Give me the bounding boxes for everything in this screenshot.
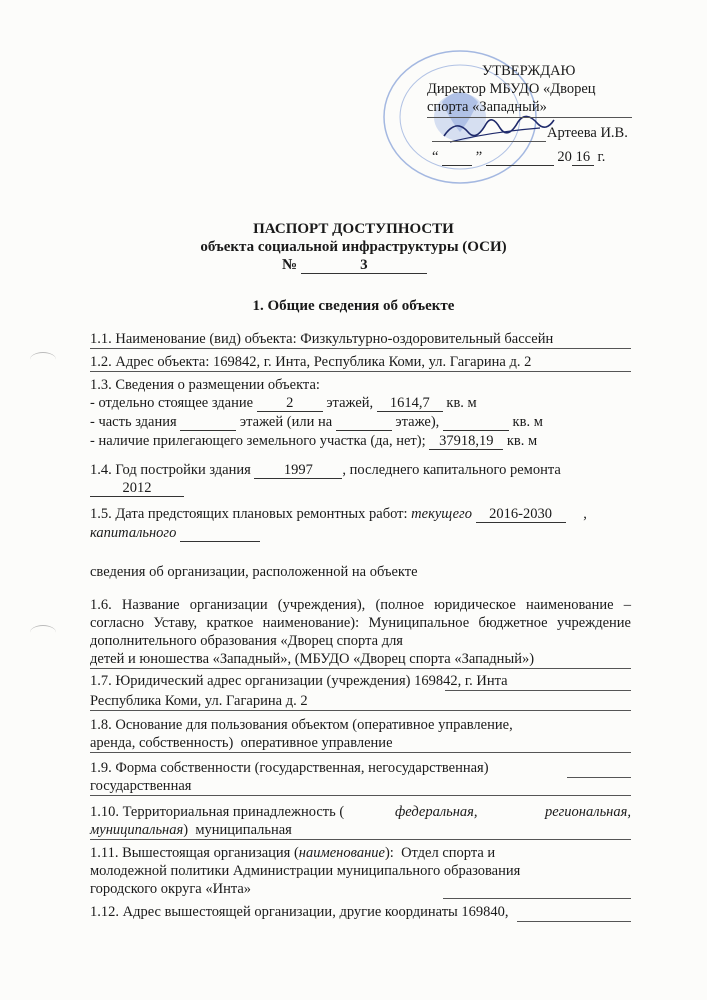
item-1-12-label: 1.12. Адрес вышестоящей организации, другие координаты [90, 904, 458, 920]
item-1-10-row2 [90, 821, 292, 839]
item-1-3-b-unit: кв. м [512, 414, 543, 430]
item-1-1-label: 1.1. Наименование (вид) объекта: [90, 331, 297, 347]
item-1-8-value: оперативное управление [240, 735, 393, 751]
item-1-12-value: 169840, [461, 904, 509, 920]
section-title: 1. Общие сведения об объекте [252, 298, 455, 314]
item-1-3-a-area: 1614,7 [377, 395, 443, 412]
item-1-3-b-floors-blank [180, 414, 236, 431]
item-1-2-label: 1.2. Адрес объекта: [90, 354, 210, 370]
punch-mark-bottom [30, 625, 56, 640]
item-1-8 [90, 716, 631, 752]
item-1-11-value1: Отдел спорта и [401, 845, 496, 861]
item-1-6 [90, 596, 631, 668]
item-1-2-value: 169842, г. Инта, Республика Коми, ул. Гагарина д. 2 [213, 354, 532, 370]
item-1-5-label: 1.5. Дата предстоящих плановых ремонтных работ: [90, 506, 408, 522]
rule-1-9b [90, 795, 631, 796]
item-1-8-last [90, 734, 631, 752]
item-1-11-label: 1.11. Вышестоящая организация ( [90, 845, 299, 861]
item-1-3-a [90, 394, 477, 412]
item-1-10-federal: федеральная, [395, 804, 478, 820]
item-1-7-label: 1.7. Юридический адрес организации (учреждения) [90, 673, 411, 689]
page-subtitle: объекта социальной инфраструктуры (ОСИ) [200, 239, 507, 255]
approval-signer-name: Артеева И.В. [547, 125, 628, 141]
item-1-8-text: 1.8. Основание для пользования объектом (оперативное управление, [90, 717, 513, 733]
rule-1-8 [90, 752, 631, 753]
item-1-10-value: муниципальная [195, 822, 292, 838]
item-1-4-repair-row [90, 479, 184, 497]
item-1-10-row1-right [395, 803, 631, 821]
date-year-prefix: 20 [557, 149, 572, 165]
approval-title: УТВЕРЖДАЮ [482, 63, 576, 79]
date-year-unit: г. [597, 149, 606, 165]
item-1-8-last-label: аренда, собственность) [90, 735, 234, 751]
punch-mark-top [30, 352, 56, 367]
item-1-10-regional: региональная, [544, 804, 631, 820]
item-1-1-value: Физкультурно-оздоровительный бассейн [300, 331, 554, 347]
item-1-9-label: 1.9. Форма собственности (государственная, негосударственная) [90, 760, 489, 776]
rule-1-10 [90, 839, 631, 840]
item-1-3-b [90, 413, 543, 431]
rule-1-9a [567, 777, 631, 778]
rule-1-7b [90, 710, 631, 711]
item-1-5-comma: , [583, 506, 587, 522]
item-1-4-repair: 2012 [90, 480, 184, 497]
item-1-2 [90, 353, 531, 371]
item-1-9 [90, 759, 489, 777]
item-1-3-b-floor-blank [336, 414, 392, 431]
item-1-3-c [90, 432, 537, 450]
item-1-9-value: государственная [90, 778, 192, 794]
date-day-blank [442, 149, 472, 166]
item-1-4-label: 1.4. Год постройки здания [90, 462, 251, 478]
date-year-suffix: 16 [572, 149, 594, 166]
item-1-3-b-mid2: этаже), [395, 414, 440, 430]
item-1-11-value3: городского округа «Инта» [90, 881, 252, 897]
item-1-3-b-area-blank [443, 414, 509, 431]
item-1-7 [90, 672, 508, 690]
item-1-12 [90, 903, 509, 921]
item-1-4-mid: , последнего капитального ремонта [342, 462, 561, 478]
item-1-5-capital-label: капитального [90, 525, 177, 541]
signature-line [432, 141, 546, 142]
item-1-11 [90, 844, 495, 862]
rule-1-2 [90, 371, 631, 372]
item-1-3-c-label: - наличие прилегающего земельного участка (да, нет); [90, 433, 426, 449]
rule-1-11 [443, 898, 631, 899]
item-1-3-a-floors: 2 [257, 395, 323, 412]
item-1-1 [90, 330, 553, 348]
item-1-7-value2: Республика Коми, ул. Гагарина д. 2 [90, 693, 308, 709]
item-1-3-a-area-unit: кв. м [446, 395, 477, 411]
item-1-11-close: ): [384, 845, 394, 861]
rule-1-7a [445, 690, 631, 691]
rule-1-6 [90, 668, 631, 669]
number-label: № [282, 257, 298, 273]
item-1-3-a-floors-unit: этажей, [326, 395, 374, 411]
rule-1-1 [90, 348, 631, 349]
item-1-3-b-mid: этажей (или на [239, 414, 333, 430]
item-1-7-value1: 169842, г. Инта [414, 673, 508, 689]
approval-line1: Директор МБУДО «Дворец [427, 81, 596, 97]
item-1-3-a-label: - отдельно стоящее здание [90, 395, 254, 411]
item-1-4 [90, 461, 561, 479]
item-1-3-b-label: - часть здания [90, 414, 177, 430]
item-1-3-c-unit: кв. м [506, 433, 538, 449]
rule-1-12 [517, 921, 631, 922]
approval-line2-rule [427, 117, 632, 118]
item-1-10-close: ) [183, 822, 189, 838]
item-1-10-municipal: муниципальная [90, 822, 184, 838]
item-1-3-c-value: 37918,19 [429, 433, 503, 450]
item-1-11-value2: молодежной политики Администрации муниципального образования [90, 863, 521, 879]
item-1-3-label: 1.3. Сведения о размещении объекта: [90, 377, 320, 393]
item-1-4-built: 1997 [254, 462, 342, 479]
passport-number: 3 [301, 257, 427, 274]
page-title: ПАСПОРТ ДОСТУПНОСТИ [253, 221, 454, 237]
item-1-5-current-label: текущего [411, 506, 472, 522]
item-1-5 [90, 505, 587, 523]
date-quote-close: ” [475, 149, 483, 165]
item-1-5-capital-blank [180, 525, 260, 542]
date-quote-open: “ [432, 149, 439, 165]
item-1-5-current-value: 2016-2030 [476, 506, 566, 523]
org-heading: сведения об организации, расположенной на объекте [90, 564, 418, 580]
approval-line2: спорта «Западный» [427, 99, 547, 115]
item-1-6-text: 1.6. Название организации (учреждения), (полное юридическое наименование – согласно Уставу, краткое наименование): Муниципальное бюджетное учреждение дополнительного образования «Дворец спорта для [90, 597, 631, 649]
item-1-5-capital-row [90, 524, 260, 542]
item-1-10-label: 1.10. Территориальная принадлежность ( [90, 804, 345, 820]
item-1-6-last: детей и юношества «Западный», (МБУДО «Дворец спорта «Западный») [90, 651, 535, 667]
date-month-blank [486, 149, 554, 166]
passport-number-row [282, 257, 427, 274]
approval-date-row [432, 148, 605, 166]
item-1-11-italic: наименование [298, 845, 385, 861]
